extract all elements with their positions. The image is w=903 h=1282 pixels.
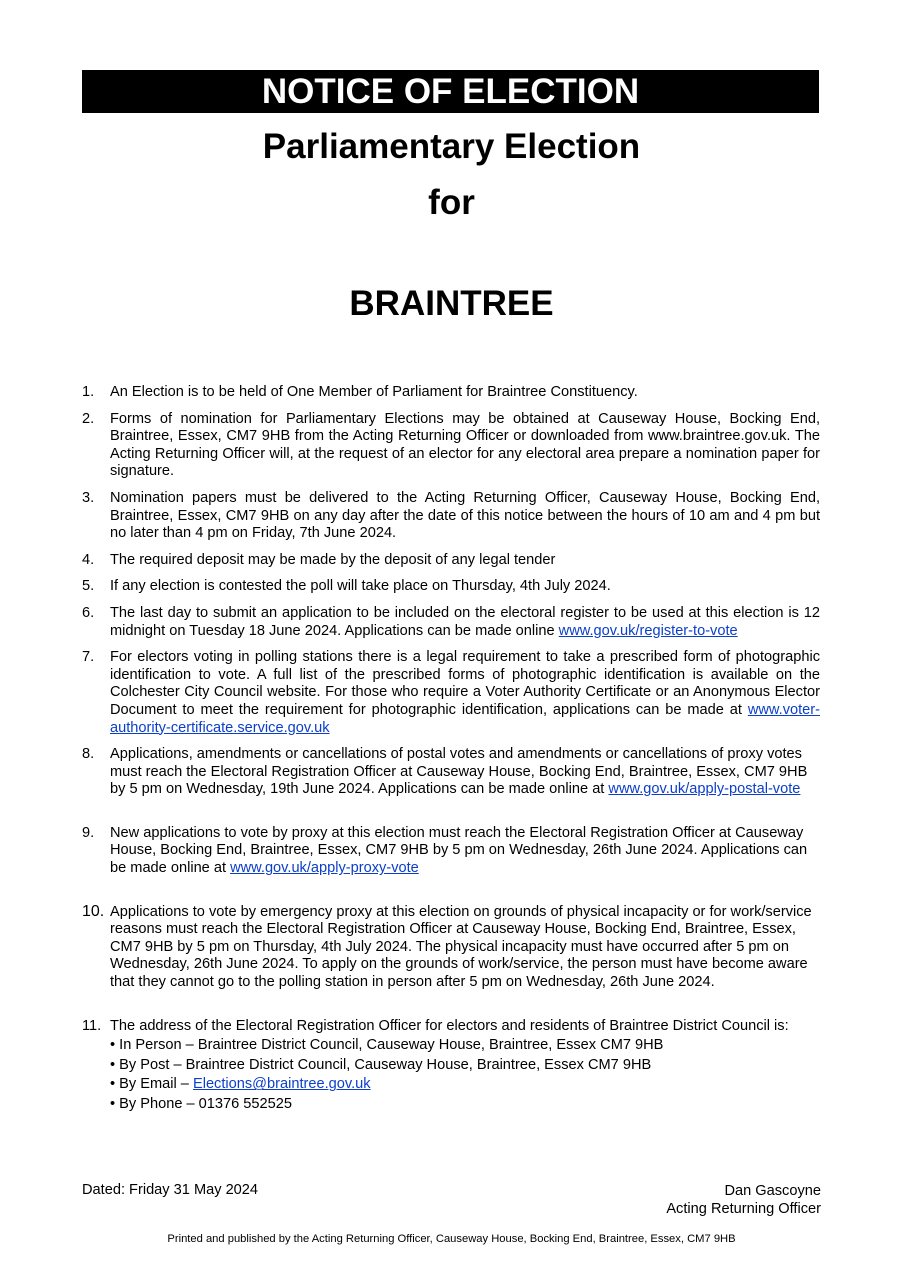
list-item [82,649,820,737]
item-text: New applications to vote by proxy at this election must reach the Electoral Registration Officer at Causeway House, Bocking End, Braintree, Essex, CM7 9HB by 5 pm on Wednesday, 26th June 2024. Applications can be made online at www.gov.uk/apply-proxy-vote [110,824,808,877]
item-number: 9. [82,824,95,841]
item-number: 6. [82,604,95,621]
item-number: 1. [82,384,95,400]
item-number: 2. [82,410,95,427]
contact-by-phone: • By Phone – 01376 552525 [110,1096,293,1112]
contact-by-email: • By Email – Elections@braintree.gov.uk [110,1076,371,1093]
register-to-vote-link[interactable]: www.gov.uk/register-to-vote [558,622,738,639]
item-number: 8. [82,746,95,763]
contact-in-person: • In Person – Braintree District Council, Causeway House, Braintree, Essex CM7 9HB [110,1037,664,1054]
list-item [82,1018,820,1114]
item-number: 11. [82,1017,102,1034]
for-heading: for [428,183,475,222]
apply-postal-vote-link[interactable]: www.gov.uk/apply-postal-vote [608,781,801,798]
list-item [82,552,820,570]
list-item [82,384,820,402]
voter-authority-certificate-link[interactable]: www.voter-authority-certificate.service.gov.uk [110,701,820,736]
signer-title: Acting Returning Officer [666,1201,821,1217]
notice-title: NOTICE OF ELECTION [82,70,819,113]
contact-list [110,1037,820,1113]
item-text: An Election is to be held of One Member of Parliament for Braintree Constituency. [110,384,638,400]
date-line: Dated: Friday 31 May 2024 [82,1182,259,1198]
item-text: The required deposit may be made by the deposit of any legal tender [110,551,556,568]
item-text: Applications to vote by emergency proxy at this election on grounds of physical incapacity or for work/service reasons must reach the Electoral Registration Officer at Causeway House, Bocking End, Braintree, Essex, CM7 9HB by 5 pm on Thursday, 4th July 2024. The physical incapacity must have occurred after 5 pm on Wednesday, 26th June 2024. To apply on the grounds of work/service, the person must have become aware that they cannot go to the polling station in person after 5 pm on Wednesday, 26th June 2024. [110,903,812,991]
constituency-heading: BRAINTREE [349,284,554,323]
item-text: The last day to submit an application to be included on the electoral register to be used at this election is 12 midnight on Tuesday 18 June 2024. Applications can be made online www.gov.uk/register-to-vote [110,604,820,639]
list-item [82,490,820,543]
item-number: 5. [82,578,95,595]
apply-proxy-vote-link[interactable]: www.gov.uk/apply-proxy-vote [230,860,419,877]
list-item [82,411,820,481]
item-number: 10. [82,902,105,920]
item-number: 4. [82,551,95,568]
email-link[interactable]: Elections@braintree.gov.uk [192,1076,371,1093]
signer-name: Dan Gascoyne [724,1183,821,1199]
item-text: Applications, amendments or cancellations of postal votes and amendments or cancellations of proxy votes must reach the Electoral Registration Officer at Causeway House, Bocking End, Braintree, Essex, CM7 9HB by 5 pm on Wednesday, 19th June 2024. Applications can be made online at www.gov.uk/apply-postal-vote [110,746,808,798]
item-text: The address of the Electoral Registration Officer for electors and residents of Braintree District Council is: • In Person – Braintree District Council, Causeway House, Braintree, Essex CM7 9HB • By Post – Braintree District Council, Causeway House, Braintree, Essex CM7 9HB • By Email – Elections@braintree.gov.uk • By Phone – 01376 552525 [110,1018,820,1114]
contact-by-post: • By Post – Braintree District Council, Causeway House, Braintree, Essex CM7 9HB [110,1056,652,1073]
election-type-heading: Parliamentary Election [262,127,641,166]
notice-items-list [82,384,820,1123]
item-text: For electors voting in polling stations there is a legal requirement to take a prescribed form of photographic identification to vote. A full list of the prescribed forms of photographic identification is available on the Colchester City Council website. For those who require a Voter Authority Certificate or an Anonymous Elector Document to meet the requirement for photographic identification, applications can be made at www.voter-authority-certificate.service.gov.uk [110,649,820,736]
item-number: 7. [82,649,95,666]
item-text: Forms of nomination for Parliamentary Elections may be obtained at Causeway House, Bocking End, Braintree, Essex, CM7 9HB from the Acting Returning Officer or downloaded from www.braintree.gov.uk. The Acting Returning Officer will, at the request of an elector for any electoral area prepare a nomination paper for signature. [110,410,820,480]
item-text: If any election is contested the poll will take place on Thursday, 4th July 2024. [110,578,611,595]
list-item [82,825,820,878]
imprint-line: Printed and published by the Acting Returning Officer, Causeway House, Bocking End, Braintree, Essex, CM7 9HB [167,1233,736,1245]
item-number: 3. [82,489,95,506]
list-item [82,605,820,640]
signature-block [666,1182,821,1218]
list-item [82,578,820,596]
item-text: Nomination papers must be delivered to the Acting Returning Officer, Causeway House, Bocking End, Braintree, Essex, CM7 9HB on any day after the date of this notice between the hours of 10 am and 4 pm but no later than 4 pm on Friday, 7th June 2024. [110,489,820,542]
list-item [82,746,820,799]
list-item [82,904,820,992]
